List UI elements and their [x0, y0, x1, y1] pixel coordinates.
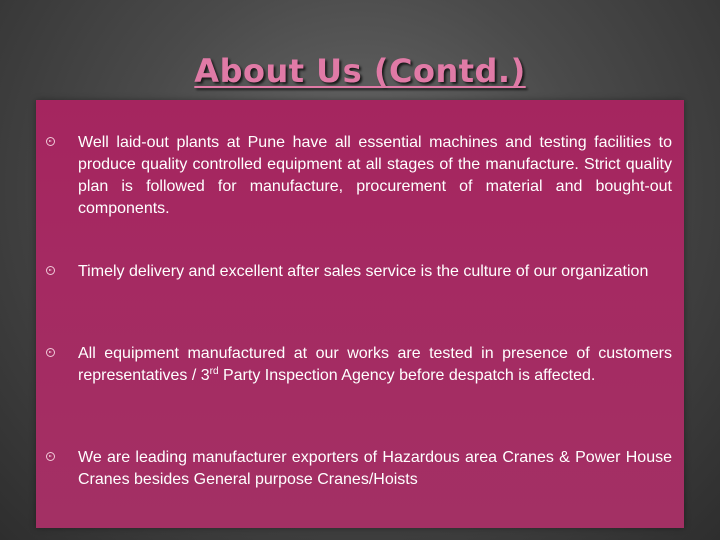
bullet-text: Well laid-out plants at Pune have all essential machines and testing facilities to produce quality controlled equipment at all stages of the manufacture. Strict quality plan is followed for manufacture, procurement of material and bought-out components. [78, 134, 672, 217]
content-panel [36, 100, 684, 528]
bullet-text-end: Party Inspection Agency before despatch is affected. [218, 367, 596, 384]
bullet-text: We are leading manufacturer exporters of Hazardous area Cranes & Power House Cranes besides General purpose Cranes/Hoists [78, 449, 672, 488]
circled-arrow-icon [46, 348, 55, 357]
bullet-item-delivery [78, 261, 672, 283]
bullet-text-start: All equipment manufactured at our works are tested in presence of customers representatives / 3 [78, 345, 672, 384]
bullet-item-exporters [78, 447, 672, 491]
circled-arrow-icon [46, 266, 55, 275]
bullet-text: Timely delivery and excellent after sales service is the culture of our organization [78, 263, 649, 280]
bullet-item-plants [78, 132, 672, 220]
bullet-item-testing [78, 343, 672, 387]
bullet-superscript: rd [209, 366, 219, 377]
circled-arrow-icon [46, 137, 55, 146]
circled-arrow-icon [46, 452, 55, 461]
slide-title: About Us (Contd.) [194, 52, 526, 90]
